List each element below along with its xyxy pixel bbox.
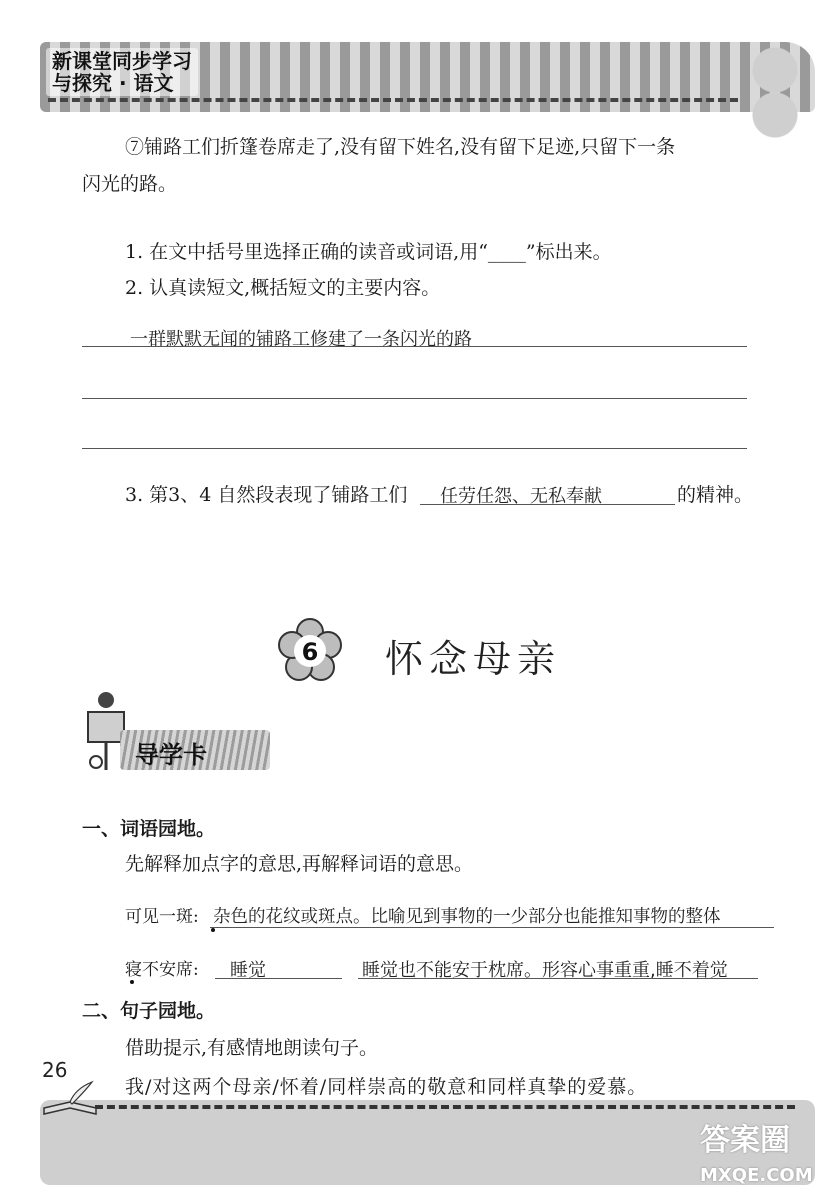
watermark-url: MXQE.COM (700, 1165, 813, 1186)
question-1: 1. 在文中括号里选择正确的读音或词语,用“____”标出来。 (125, 241, 612, 263)
footer-divider (95, 1105, 795, 1109)
header-divider (48, 98, 738, 102)
question-3-prefix: 3. 第3、4 自然段表现了铺路工们 (125, 484, 408, 506)
header-scallop-decoration (735, 40, 815, 150)
question-2-answer: 一群默默无闻的铺路工修建了一条闪光的路 (130, 329, 472, 350)
guide-card-label: 导学卡 (135, 741, 207, 769)
emphasis-dot-qin (130, 980, 134, 984)
question-2: 2. 认真读短文,概括短文的主要内容。 (125, 277, 441, 299)
section-1-instruction: 先解释加点字的意思,再解释词语的意思。 (125, 853, 474, 875)
watermark-logo-text: 答案圈 (700, 1123, 790, 1158)
term-qinbuanxi-answer: 睡觉也不能安于枕席。形容心事重重,睡不着觉 (362, 960, 728, 981)
section-2-heading: 二、句子园地。 (82, 1000, 216, 1022)
term-qinbuanxi: 寝不安席: (125, 960, 199, 980)
term-kejianyiban: 可见一斑: (125, 907, 199, 927)
answer-line-2 (82, 398, 747, 399)
emphasis-dot-ban (211, 928, 215, 932)
term-qinbuanxi-line (358, 978, 758, 979)
term-qinbuanxi-char-answer: 睡觉 (230, 960, 266, 981)
book-title (46, 48, 198, 96)
book-title-line2: 与探究 · 语文 (52, 71, 174, 95)
passage-line-2: 闪光的路。 (82, 173, 178, 195)
book-title-line1: 新课堂同步学习 (52, 49, 192, 73)
lesson-title: 怀念母亲 (385, 637, 562, 681)
page-number: 26 (42, 1058, 68, 1082)
term-qinbuanxi-char-line (215, 978, 342, 979)
question-3-answer-line (420, 504, 675, 505)
lesson-number: 6 (301, 638, 319, 666)
reading-sentence: 我/对这两个母亲/怀着/同样崇高的敬意和同样真挚的爱慕。 (125, 1076, 648, 1098)
question-3-answer: 任劳任怨、无私奉献 (440, 486, 602, 507)
lesson-number-flower-icon (278, 618, 342, 682)
section-2-instruction: 借助提示,有感情地朗读句子。 (125, 1037, 379, 1059)
watermark (700, 1115, 813, 1186)
question-3-suffix: 的精神。 (677, 484, 754, 506)
section-1-heading: 一、词语园地。 (82, 818, 216, 840)
book-quill-icon (40, 1078, 100, 1118)
footer-band (40, 1100, 815, 1185)
passage-line-1: ⑦铺路工们折篷卷席走了,没有留下姓名,没有留下足迹,只留下一条 (125, 136, 676, 158)
answer-line-1 (82, 346, 747, 347)
term-kejianyiban-answer: 杂色的花纹或斑点。比喻见到事物的一少部分也能推知事物的整体 (213, 907, 721, 927)
answer-line-3 (82, 448, 747, 449)
term-kejianyiban-line (210, 927, 774, 928)
